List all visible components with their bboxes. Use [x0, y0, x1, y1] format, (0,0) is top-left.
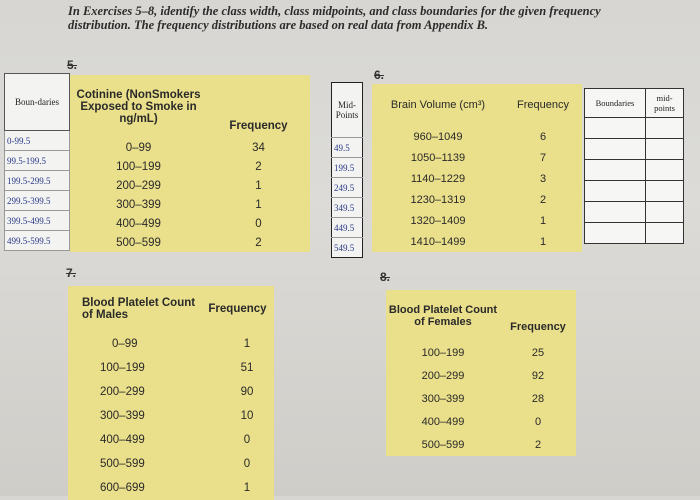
class-cell: 500–599 — [116, 236, 161, 249]
empty-cell[interactable] — [585, 202, 646, 223]
class-header: Cotinine (NonSmokers Exposed to Smoke in ng/mL) — [76, 88, 201, 125]
ex6-frequency-table — [372, 84, 582, 252]
midpoint-cell: 449.5 — [332, 218, 363, 238]
class-cell: 0–99 — [112, 338, 138, 350]
empty-cell[interactable] — [585, 139, 646, 160]
frequency-cell: 2 — [255, 160, 262, 173]
ex5-midpoints-table — [331, 82, 363, 258]
frequency-cell: 10 — [240, 410, 254, 422]
boundary-cell: 0-99.5 — [5, 131, 70, 151]
midpoint-cell: 549.5 — [332, 238, 363, 258]
instructions: In Exercises 5–8, identify the class width, class midpoints, and class boundaries for the given frequency distribution. The frequency distributions are based on real data from Appendix B. — [68, 4, 601, 32]
frequency-cell: 7 — [539, 151, 547, 164]
empty-cell[interactable] — [646, 223, 684, 244]
empty-cell[interactable] — [646, 160, 684, 181]
ex6-answer-grid — [584, 88, 684, 244]
frequency-cell: 1 — [539, 235, 547, 248]
frequency-cell: 0 — [255, 217, 262, 230]
class-cell: 0–99 — [125, 141, 152, 154]
class-cell: 200–299 — [421, 369, 465, 382]
class-cell: 400–499 — [100, 434, 145, 446]
class-cell: 1050–1139 — [410, 151, 466, 164]
class-cell: 300–399 — [421, 392, 465, 405]
exercise-8-number: 8. — [380, 270, 391, 284]
frequency-cell: 0 — [243, 434, 251, 446]
exercise-7-number: 7. — [66, 266, 77, 280]
class-cell: 200–299 — [100, 386, 145, 398]
midpoint-cell: 49.5 — [332, 138, 363, 158]
frequency-cell: 1 — [243, 482, 251, 494]
class-cell: 600–699 — [100, 482, 145, 494]
frequency-cell: 0 — [534, 415, 542, 428]
ex5-boundaries-table — [4, 73, 70, 251]
frequency-cell: 0 — [243, 458, 251, 470]
class-header: Blood Platelet Count of Males — [82, 297, 196, 321]
exercise-6-number: 6. — [374, 68, 385, 82]
class-cell: 400–499 — [116, 217, 161, 230]
midpoint-cell: 199.5 — [332, 158, 363, 178]
frequency-cell: 2 — [255, 236, 262, 249]
ex7-frequency-table — [68, 286, 274, 500]
ex5-frequency-table — [70, 75, 310, 252]
boundary-cell: 199.5-299.5 — [5, 171, 70, 191]
frequency-cell: 6 — [539, 130, 547, 143]
frequency-cell: 92 — [531, 369, 545, 382]
empty-cell[interactable] — [585, 118, 646, 139]
frequency-cell: 28 — [531, 392, 545, 405]
frequency-cell: 2 — [534, 438, 542, 451]
frequency-cell: 3 — [539, 172, 547, 185]
midpoint-cell: 349.5 — [332, 198, 363, 218]
empty-cell[interactable] — [585, 160, 646, 181]
class-cell: 100–199 — [100, 362, 145, 374]
midpoints-header: Mid-Points — [335, 100, 359, 120]
boundary-cell: 499.5-599.5 — [5, 231, 70, 251]
empty-cell[interactable] — [646, 118, 684, 139]
class-cell: 400–499 — [421, 415, 465, 428]
ex8-frequency-table — [386, 290, 576, 456]
frequency-cell: 90 — [240, 386, 254, 398]
frequency-header: Frequency — [517, 99, 569, 111]
empty-cell[interactable] — [646, 181, 684, 202]
midpoints-header: mid-points — [646, 89, 684, 118]
class-header: Brain Volume (cm³) — [390, 99, 486, 111]
class-cell: 1140–1229 — [410, 172, 466, 185]
class-cell: 300–399 — [116, 198, 161, 211]
exercise-5-number: 5. — [67, 58, 78, 72]
frequency-cell: 1 — [255, 198, 262, 211]
boundaries-header: Boundaries — [585, 89, 646, 118]
empty-cell[interactable] — [646, 202, 684, 223]
frequency-cell: 2 — [539, 193, 547, 206]
class-cell: 1320–1409 — [410, 214, 466, 227]
frequency-cell: 1 — [243, 338, 251, 350]
class-cell: 100–199 — [116, 160, 161, 173]
class-cell: 960–1049 — [413, 130, 463, 143]
midpoint-cell: 249.5 — [332, 178, 363, 198]
class-cell: 500–599 — [100, 458, 145, 470]
empty-cell[interactable] — [646, 139, 684, 160]
frequency-cell: 1 — [255, 179, 262, 192]
frequency-cell: 34 — [252, 141, 265, 154]
boundary-cell: 99.5-199.5 — [5, 151, 70, 171]
frequency-cell: 25 — [531, 346, 545, 359]
class-header: Blood Platelet Count of Females — [388, 303, 498, 328]
class-cell: 100–199 — [421, 346, 465, 359]
class-cell: 500–599 — [421, 438, 465, 451]
boundary-cell: 399.5-499.5 — [5, 211, 70, 231]
frequency-header: Frequency — [510, 321, 566, 333]
boundary-cell: 299.5-399.5 — [5, 191, 70, 211]
frequency-cell: 51 — [240, 362, 254, 374]
class-cell: 300–399 — [100, 410, 145, 422]
class-cell: 1230–1319 — [410, 193, 466, 206]
boundaries-header: Boun-daries — [5, 74, 70, 131]
frequency-cell: 1 — [539, 214, 547, 227]
class-cell: 1410–1499 — [410, 235, 466, 248]
empty-cell[interactable] — [585, 223, 646, 244]
frequency-header: Frequency — [229, 120, 288, 132]
class-cell: 200–299 — [116, 179, 161, 192]
empty-cell[interactable] — [585, 181, 646, 202]
frequency-header: Frequency — [208, 303, 267, 315]
